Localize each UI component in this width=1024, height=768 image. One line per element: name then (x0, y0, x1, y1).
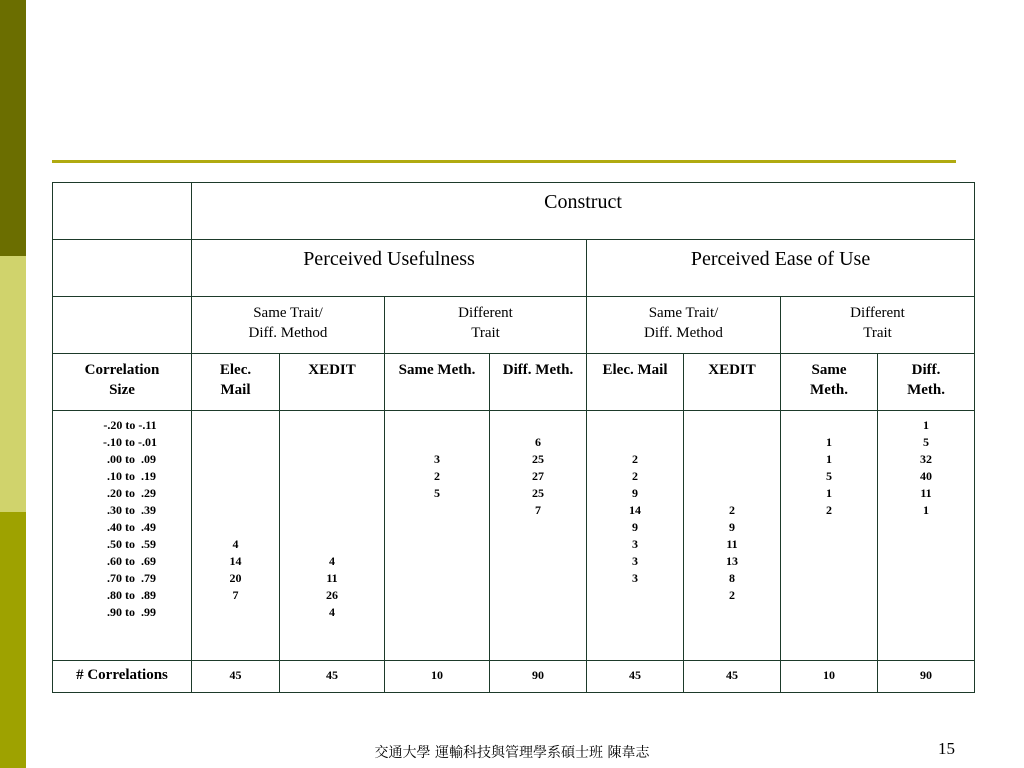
count-value: 5 (826, 469, 832, 483)
count-cell (684, 411, 781, 661)
count-value: 7 (232, 588, 239, 602)
total-cell: 90 (878, 661, 975, 693)
range-label: .60 to .69 (104, 554, 156, 568)
count-stack (490, 411, 586, 519)
total-cell: 90 (490, 661, 587, 693)
footer-text: 交通大學 運輸科技與管理學系碩士班 陳韋志 (374, 745, 650, 761)
title-rule (52, 160, 956, 163)
count-value: 13 (726, 554, 738, 568)
range-label: .30 to .39 (104, 503, 156, 517)
count-stack (385, 411, 489, 502)
count-value: 2 (434, 469, 440, 483)
accent-bar-middle (0, 256, 26, 512)
count-cell (878, 411, 975, 661)
subgroup-row (53, 297, 975, 354)
range-labels (53, 411, 191, 621)
count-value: 4 (232, 537, 239, 551)
range-label: .90 to .99 (104, 605, 156, 619)
count-value: 11 (920, 486, 932, 500)
total-cell: 10 (385, 661, 490, 693)
range-label: .70 to .79 (104, 571, 156, 585)
correlation-size-header: Correlation Size (53, 354, 192, 411)
count-cell (587, 411, 684, 661)
count-value: 7 (535, 503, 541, 517)
total-cell: 45 (587, 661, 684, 693)
count-value: 2 (632, 452, 638, 466)
count-value: 5 (923, 435, 930, 449)
count-cell (490, 411, 587, 661)
column-header: XEDIT (280, 354, 385, 411)
count-stack (587, 411, 683, 587)
range-label: .00 to .09 (104, 452, 156, 466)
count-value: 6 (535, 435, 541, 449)
total-cell: 45 (684, 661, 781, 693)
empty-cell (53, 183, 192, 240)
accent-bar-bottom (0, 512, 26, 768)
count-value: 14 (229, 554, 242, 568)
count-cell (192, 411, 280, 661)
count-value: 3 (632, 537, 638, 551)
count-value: 11 (326, 571, 338, 585)
count-value: 1 (826, 435, 832, 449)
count-value: 26 (326, 588, 338, 602)
count-value: 2 (826, 503, 832, 517)
count-stack (781, 411, 877, 519)
range-label: .50 to .59 (104, 537, 156, 551)
column-header: Same Meth. (385, 354, 490, 411)
total-label-cell: # Correlations (53, 661, 192, 693)
count-value: 2 (729, 503, 735, 517)
subgroup-header: Different Trait (781, 297, 975, 354)
column-header: Same Meth. (781, 354, 878, 411)
accent-bar-top (0, 0, 26, 256)
count-value: 9 (729, 520, 735, 534)
construct-header: Construct (192, 183, 975, 240)
range-label: .10 to .19 (104, 469, 156, 483)
count-value: 2 (632, 469, 638, 483)
count-value: 25 (532, 486, 544, 500)
range-label: .80 to .89 (104, 588, 156, 602)
range-label: .40 to .49 (104, 520, 156, 534)
range-labels-cell (53, 411, 192, 661)
column-header: Diff. Meth. (878, 354, 975, 411)
count-value: 5 (434, 486, 440, 500)
totals-row (53, 661, 975, 693)
range-label: -.20 to -.11 (103, 418, 157, 432)
correlation-table (52, 182, 975, 693)
range-label: .20 to .29 (104, 486, 156, 500)
count-cell (280, 411, 385, 661)
column-header-row (53, 354, 975, 411)
count-stack (684, 411, 780, 604)
count-value: 4 (329, 605, 335, 619)
construct-row (53, 183, 975, 240)
total-cell: 45 (280, 661, 385, 693)
total-cell: 10 (781, 661, 878, 693)
count-value: 1 (826, 452, 832, 466)
column-header: Elec. Mail (192, 354, 280, 411)
subgroup-header: Different Trait (385, 297, 587, 354)
count-value: 9 (632, 520, 638, 534)
count-value: 2 (729, 588, 735, 602)
count-value: 1 (923, 503, 930, 517)
group-header-usefulness: Perceived Usefulness (192, 240, 587, 297)
page-number: 15 (938, 739, 955, 758)
count-cell (385, 411, 490, 661)
count-value: 3 (632, 554, 638, 568)
total-cell: 45 (192, 661, 280, 693)
count-value: 3 (632, 571, 638, 585)
count-value: 11 (726, 537, 738, 551)
empty-cell (53, 240, 192, 297)
count-value: 3 (434, 452, 440, 466)
empty-cell (53, 297, 192, 354)
count-value: 4 (329, 554, 335, 568)
count-stack (878, 411, 974, 519)
column-header: Elec. Mail (587, 354, 684, 411)
count-value: 40 (920, 469, 933, 483)
count-value: 32 (920, 452, 933, 466)
column-header: XEDIT (684, 354, 781, 411)
count-value: 8 (729, 571, 735, 585)
count-value: 25 (532, 452, 544, 466)
subgroup-header: Same Trait/ Diff. Method (587, 297, 781, 354)
count-value: 1 (923, 418, 930, 432)
count-value: 9 (632, 486, 638, 500)
group-row (53, 240, 975, 297)
count-value: 14 (629, 503, 641, 517)
data-row (53, 411, 975, 661)
count-value: 20 (229, 571, 242, 585)
group-header-ease-of-use: Perceived Ease of Use (587, 240, 975, 297)
count-cell (781, 411, 878, 661)
count-stack (192, 411, 279, 604)
count-value: 27 (532, 469, 544, 483)
column-header: Diff. Meth. (490, 354, 587, 411)
count-value: 1 (826, 486, 832, 500)
range-label: -.10 to -.01 (103, 435, 157, 449)
count-stack (280, 411, 384, 621)
subgroup-header: Same Trait/ Diff. Method (192, 297, 385, 354)
